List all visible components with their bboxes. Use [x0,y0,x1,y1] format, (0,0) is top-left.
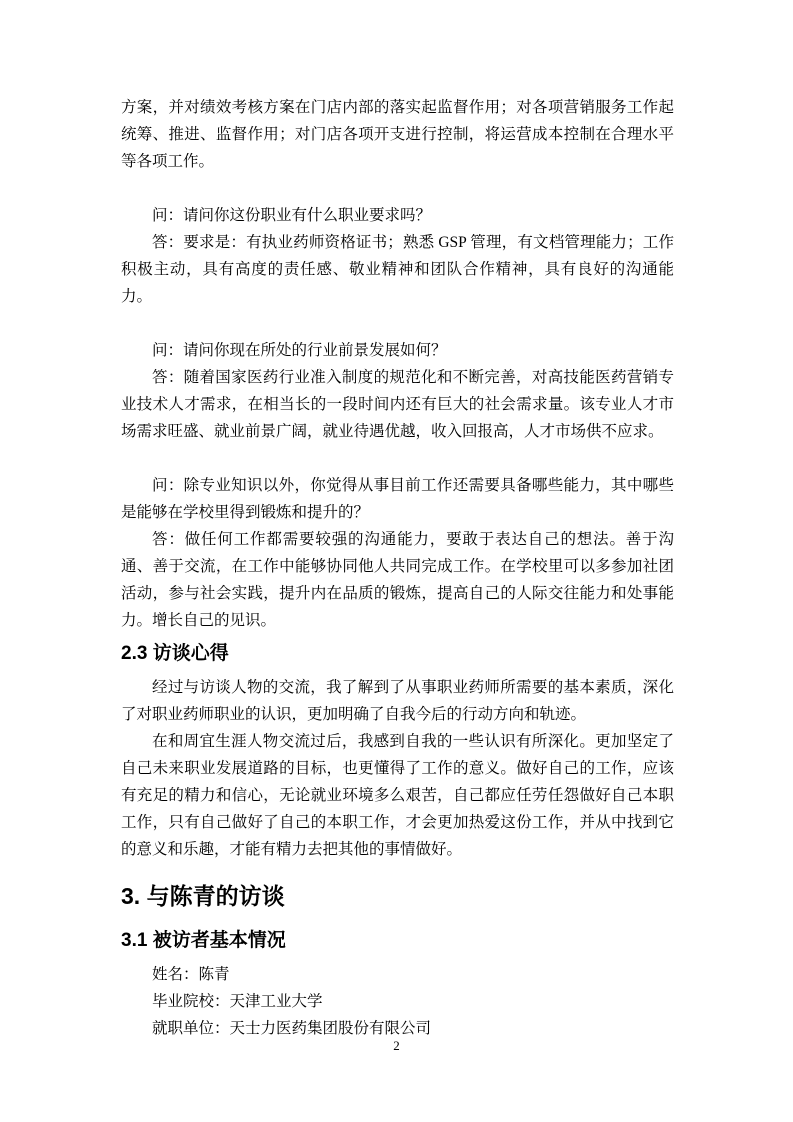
interview-question: 问：请问你现在所处的行业前景发展如何？ [152,342,447,359]
interview-answer: 答：要求是：有执业药师资格证书；熟悉 GSP 管理，有文档管理能力；工作积极主动，具有高度的责任感、敬业精神和团队合作精神，具有良好的沟通能力。 [121,234,674,305]
interview-question: 问：请问你这份职业有什么职业要求吗？ [152,207,432,224]
continued-paragraph: 方案，并对绩效考核方案在门店内部的落实起监督作用；对各项营销服务工作起统筹、推进、监督作用；对门店各项开支进行控制，将运营成本控制在合理水平等各项工作。 [121,99,674,170]
interview-answer: 答：做任何工作都需要较强的沟通能力，要敢于表达自己的想法。善于沟通、善于交流，在工作中能够协同他人共同完成工作。在学校里可以多参加社团活动，参与社会实践，提升内在品质的锻炼，提高自己的人际交往能力和处事能力。增长自己的见识。 [121,531,674,629]
blank-line [121,310,674,337]
info-line-name: 姓名：陈青 [152,966,230,983]
page-number: 2 [393,1038,400,1053]
section-heading-interviewee-basic-info: 3.1 被访者基本情况 [121,930,286,951]
interview-answer: 答：随着国家医药行业准入制度的规范化和不断完善，对高技能医药营销专业技术人才需求，在相当长的一段时间内还有巨大的社会需求量。该专业人才市场需求旺盛、就业前景广阔，就业待遇优越，收入回报高，人才市场供不应求。 [121,369,674,440]
blank-line [121,445,674,472]
blank-line [121,175,674,202]
chapter-heading-chenqing-interview: 3. 与陈青的访谈 [121,883,285,909]
info-line-school: 毕业院校：天津工业大学 [152,993,323,1010]
section-heading-interview-takeaways: 2.3 访谈心得 [121,643,229,664]
reflection-paragraph: 在和周宜生涯人物交流过后，我感到自我的一些认识有所深化。更加坚定了自己未来职业发展道路的目标，也更懂得了工作的意义。做好自己的工作，应该有充足的精力和信心，无论就业环境多么艰苦，自己都应任劳任怨做好自己本职工作，只有自己做好了自己的本职工作，才会更加热爱这份工作，并从中找到它的意义和乐趣，才能有精力去把其他的事情做好。 [121,733,674,858]
interview-question: 问：除专业知识以外，你觉得从事目前工作还需要具备哪些能力，其中哪些是能够在学校里得到锻炼和提升的？ [121,477,674,521]
reflection-paragraph: 经过与访谈人物的交流，我了解到了从事职业药师所需要的基本素质，深化了对职业药师职业的认识，更加明确了自我今后的行动方向和轨迹。 [121,679,674,723]
info-line-employer: 就职单位：天士力医药集团股份有限公司 [152,1020,432,1037]
